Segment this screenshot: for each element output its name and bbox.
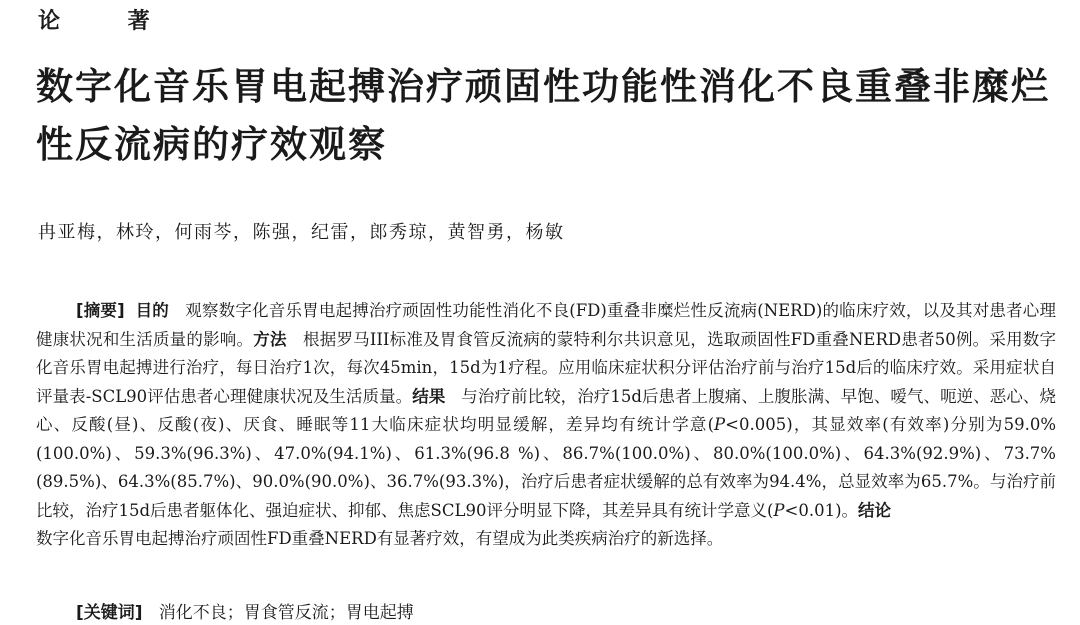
article-title: 数字化音乐胃电起搏治疗顽固性功能性消化不良重叠非糜烂性反流病的疗效观察 (36, 65, 1050, 166)
keywords (76, 598, 414, 623)
objective-text: 观察数字化音乐胃电起搏治疗顽固性功能性消化不良(FD)重叠非糜烂性反流病(NERD)的临床疗效，以及其对患者心理健康状况和生活质量的影响。 (36, 301, 1056, 349)
keywords-text: 消化不良；胃食管反流；胃电起搏 (158, 603, 414, 623)
conclusion-label: 结论 (858, 500, 892, 520)
p-value-symbol: P (714, 415, 726, 434)
methods-text: 根据罗马III标准及胃食管反流病的蒙特利尔共识意见，选取顽固性FD重叠NERD患者50例。采用数字化音乐胃电起搏进行治疗，每日治疗1次，每次45min，15d为1疗程。应用临床症状积分评估治疗前与治疗15d后的临床疗效。采用症状自评量表-SCL90评估患者心理健康状况及生活质量。 (36, 329, 1056, 406)
abstract-label: [摘要] (76, 301, 125, 320)
conclusion-text: 数字化音乐胃电起搏治疗顽固性FD重叠NERD有显著疗效，有望成为此类疾病治疗的新选择。 (36, 529, 724, 548)
p-value-symbol-2: P (773, 500, 785, 520)
section-label: 论 著 (38, 9, 180, 34)
results-label: 结果 (412, 386, 446, 406)
author-list: 冉亚梅，林玲，何雨芩，陈强，纪雷，郎秀琼，黄智勇，杨敏 (38, 222, 565, 243)
keywords-label: [关键词] (76, 603, 143, 623)
results-text-3: <0.01)。 (784, 500, 859, 520)
methods-label: 方法 (253, 329, 287, 349)
objective-label: 目的 (135, 301, 169, 320)
abstract (36, 297, 1056, 554)
results-text-2: <0.005)，其显效率(有效率)分别为59.0%(100.0%)、59.3%(96.3%)、47.0%(94.1%)、61.3%(96.8 %)、86.7%(100.0%)、80.0%(100.0%)、64.3%(92.9%)、73.7%(89.5%)、64.3%(85.7%)、90.0%(90.0%)、36.7%(93.3%)，治疗后患者症状缓解的总有效率为94.4%，总显效率为65.7%。与治疗前比较，治疗15d后患者躯体化、强迫症状、抑郁、焦虑SCL90评分明显下降，其差异具有统计学意义( (36, 415, 1056, 520)
results-text-1: 与治疗前比较，治疗15d后患者上腹痛、上腹胀满、早饱、嗳气、呃逆、恶心、烧心、反酸(昼)、反酸(夜)、厌食、睡眠等11大临床症状均明显缓解，差异均有统计学意( (36, 386, 1056, 434)
